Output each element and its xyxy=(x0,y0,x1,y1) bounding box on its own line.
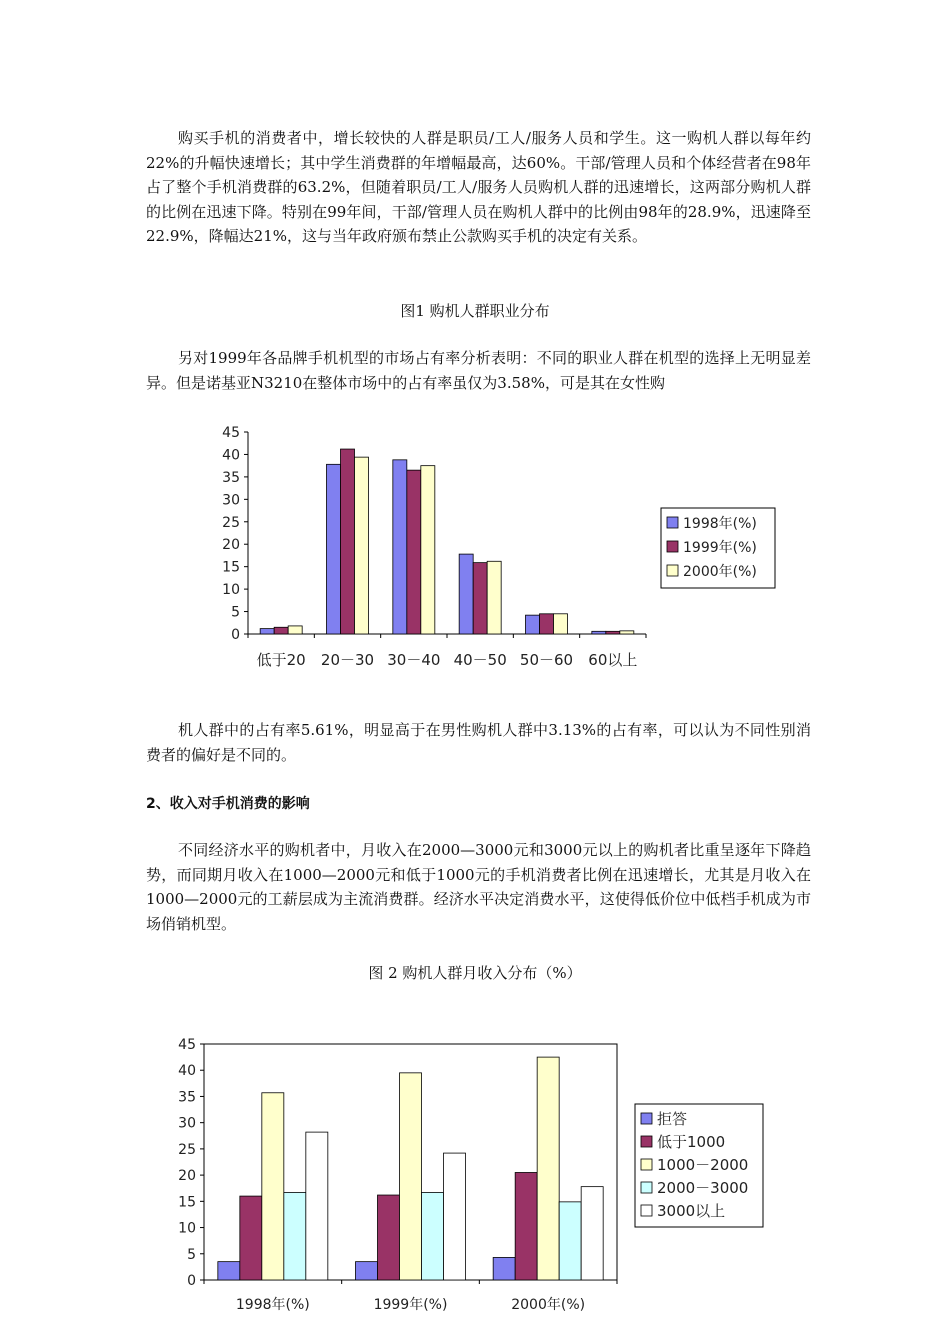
y-tick-label: 0 xyxy=(231,627,240,643)
paragraph-1: 购买手机的消费者中，增长较快的人群是职员/工人/服务人员和学生。这一购机人群以每年约22%的升幅快速增长；其中学生消费群的年增幅最高，达60%。干部/管理人员和个体经营者在98年占了整个手机消费群的63.2%，但随着职员/工人/服务人员购机人群的迅速增长，这两部分购机人群的比例在迅速下降。特别在99年间，干部/管理人员在购机人群中的比例由98年的28.9%，迅速降至22.9%，降幅达21%，这与当年政府颁布禁止公款购买手机的决定有关系。 xyxy=(146,129,811,245)
x-category-label: 1999年(%) xyxy=(373,1297,448,1313)
x-category-label: 20－30 xyxy=(320,651,375,669)
figure-2-caption: 图 2 购机人群月收入分布（%） xyxy=(368,964,582,982)
bar xyxy=(355,457,369,634)
y-tick-label: 45 xyxy=(178,1037,196,1053)
bar xyxy=(540,614,554,634)
bar xyxy=(240,1196,262,1280)
y-tick-label: 15 xyxy=(222,559,240,576)
legend-entry: 1000－2000 xyxy=(657,1156,749,1174)
y-tick-label: 15 xyxy=(178,1194,196,1211)
x-category-label: 30－40 xyxy=(387,651,441,669)
legend-entry: 2000－3000 xyxy=(657,1179,749,1197)
y-tick-label: 25 xyxy=(222,514,240,531)
x-category-label: 低于20 xyxy=(256,651,306,669)
y-tick-label: 5 xyxy=(231,604,240,621)
legend-swatch xyxy=(667,517,678,528)
y-tick-label: 45 xyxy=(222,425,240,441)
income-distribution-chart xyxy=(160,1030,780,1320)
bar xyxy=(526,615,540,634)
bar xyxy=(327,464,341,634)
bar xyxy=(581,1187,603,1280)
bar xyxy=(306,1132,328,1280)
paragraph-4: 不同经济水平的购机者中，月收入在2000—3000元和3000元以上的购机者比重呈逐年下降趋势，而同期月收入在1000—2000元和低于1000元的手机消费者比例在迅速增长，尤其是月收入在1000—2000元的工薪层成为主流消费群。经济水平决定消费水平，这使得低价位中低档手机成为市场俏销机型。 xyxy=(146,841,811,933)
x-category-label: 60以上 xyxy=(588,651,638,669)
y-tick-label: 40 xyxy=(222,447,240,464)
figure-1-caption: 图1 购机人群职业分布 xyxy=(400,302,550,320)
bar xyxy=(422,1192,444,1280)
bar xyxy=(400,1073,422,1280)
y-tick-label: 20 xyxy=(178,1168,196,1185)
legend-swatch xyxy=(641,1182,652,1193)
y-tick-label: 30 xyxy=(178,1115,196,1132)
y-tick-label: 0 xyxy=(187,1273,196,1289)
bar xyxy=(554,614,568,634)
bar xyxy=(274,627,288,634)
bar xyxy=(421,466,435,634)
legend-entry: 2000年(%) xyxy=(683,564,757,580)
x-category-label: 1998年(%) xyxy=(235,1297,310,1313)
bar xyxy=(356,1262,378,1280)
bar xyxy=(218,1262,240,1280)
bar xyxy=(444,1153,466,1280)
legend-entry: 拒答 xyxy=(657,1110,688,1128)
bar xyxy=(288,626,302,634)
y-tick-label: 30 xyxy=(222,492,240,509)
bar xyxy=(393,460,407,634)
paragraph-2: 另对1999年各品牌手机机型的市场占有率分析表明：不同的职业人群在机型的选择上无明显差异。但是诺基亚N3210在整体市场中的占有率虽仅为3.58%，可是其在女性购 xyxy=(146,349,811,392)
legend-swatch xyxy=(641,1136,652,1147)
bar xyxy=(407,470,421,634)
bar xyxy=(284,1192,306,1280)
y-tick-label: 20 xyxy=(222,537,240,554)
legend-entry: 低于1000 xyxy=(657,1133,726,1151)
y-tick-label: 40 xyxy=(178,1063,196,1080)
bar xyxy=(515,1172,537,1280)
bar xyxy=(537,1057,559,1280)
bar xyxy=(260,629,274,634)
section-2-heading: 2、收入对手机消费的影响 xyxy=(146,796,310,812)
bar xyxy=(341,449,355,634)
x-category-label: 40－50 xyxy=(453,651,507,669)
legend-entry: 3000以上 xyxy=(657,1202,726,1220)
legend-swatch xyxy=(641,1159,652,1170)
bar xyxy=(606,631,620,634)
paragraph-3: 机人群中的占有率5.61%，明显高于在男性购机人群中3.13%的占有率，可以认为不同性别消费者的偏好是不同的。 xyxy=(146,721,811,764)
y-tick-label: 35 xyxy=(222,469,240,486)
x-category-label: 2000年(%) xyxy=(511,1297,586,1313)
y-tick-label: 35 xyxy=(178,1089,196,1106)
legend-swatch xyxy=(667,541,678,552)
bar xyxy=(378,1195,400,1280)
legend-swatch xyxy=(641,1113,652,1124)
legend-swatch xyxy=(667,565,678,576)
legend-swatch xyxy=(641,1205,652,1216)
bar xyxy=(559,1202,581,1280)
bar xyxy=(487,561,501,634)
legend-entry: 1999年(%) xyxy=(683,540,757,556)
bar xyxy=(459,554,473,634)
bar xyxy=(493,1257,515,1280)
occupation-age-chart xyxy=(196,415,796,680)
x-category-label: 50－60 xyxy=(519,651,574,669)
y-tick-label: 10 xyxy=(222,582,240,599)
y-tick-label: 5 xyxy=(187,1246,196,1263)
y-tick-label: 25 xyxy=(178,1141,196,1158)
bar xyxy=(262,1093,284,1280)
bar xyxy=(620,631,634,634)
legend-entry: 1998年(%) xyxy=(683,516,757,532)
bar xyxy=(473,563,487,634)
y-tick-label: 10 xyxy=(178,1220,196,1237)
bar xyxy=(592,631,606,634)
